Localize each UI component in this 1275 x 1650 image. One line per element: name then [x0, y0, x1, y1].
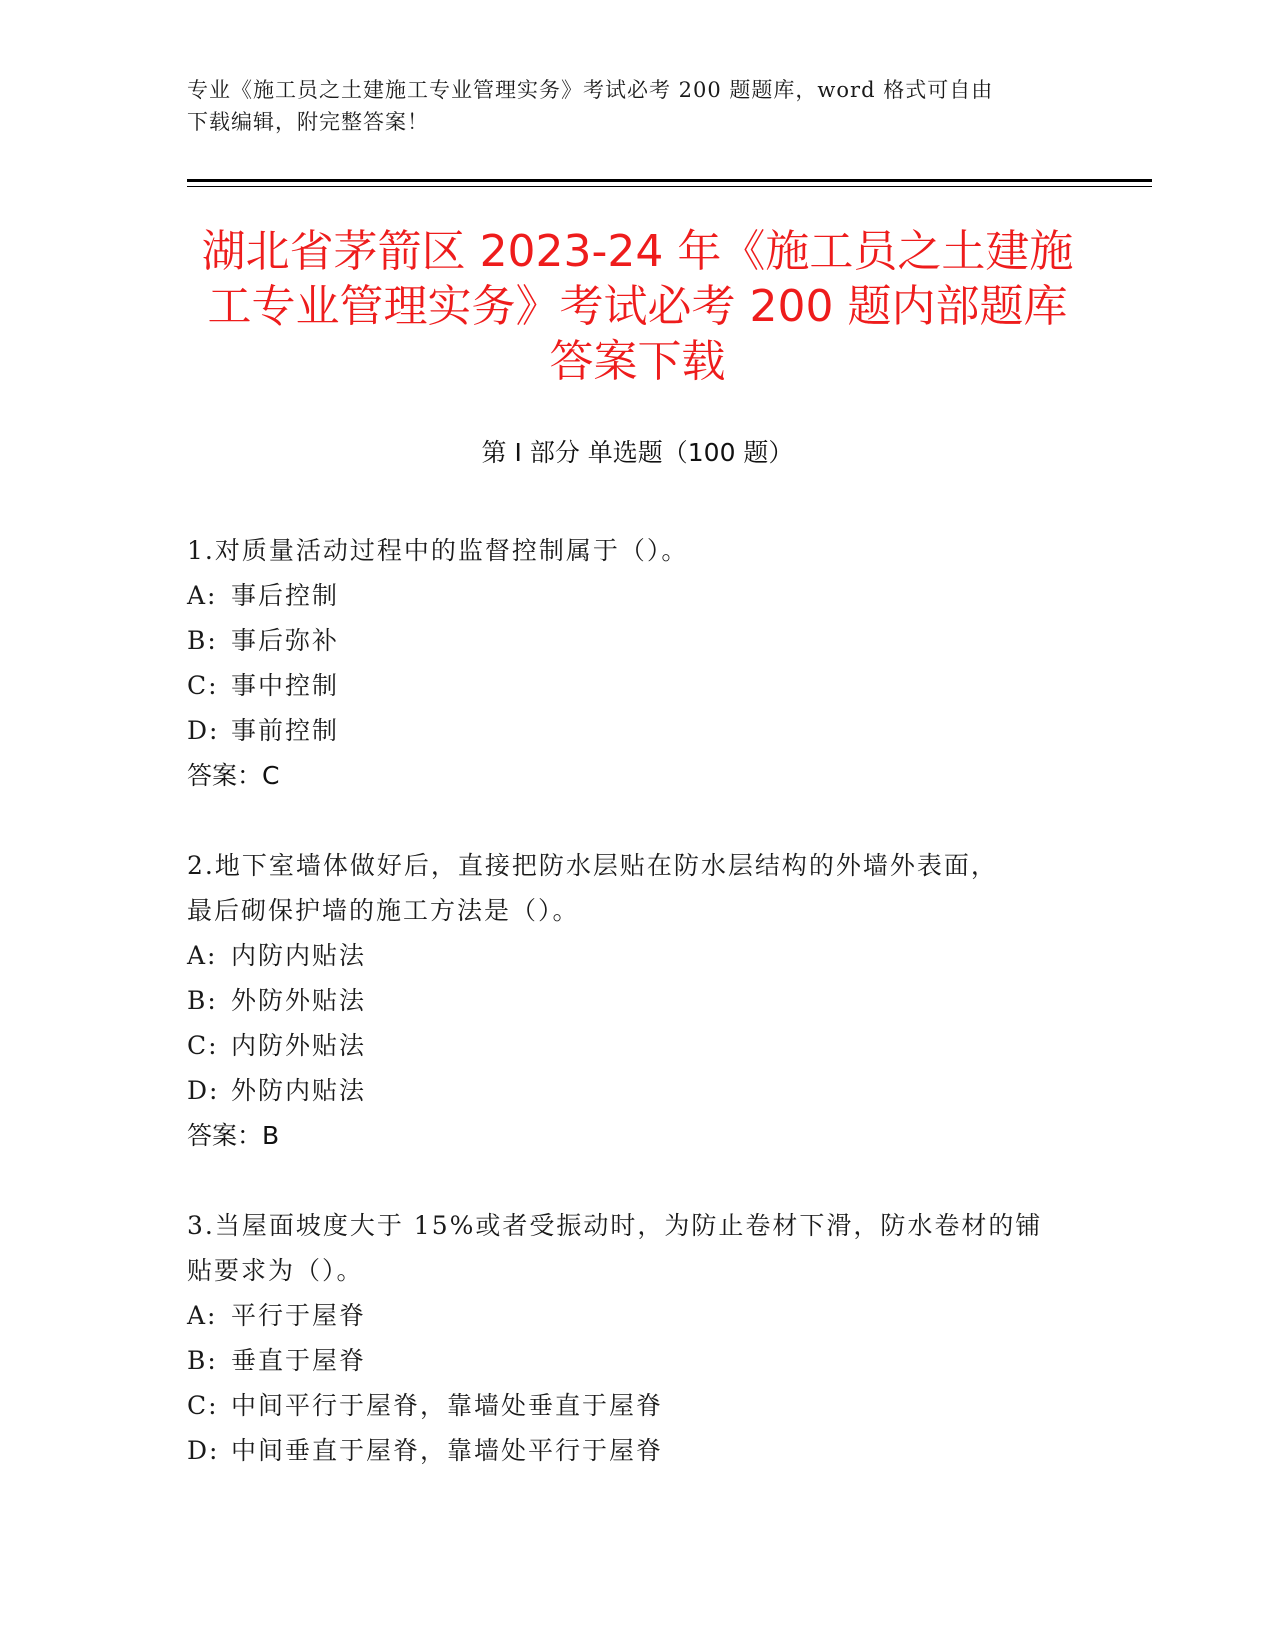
- option-text: 平行于屋脊: [231, 1301, 367, 1330]
- option-b: [187, 618, 1087, 663]
- option-letter: D:: [187, 716, 220, 745]
- header-note-line: 专业《施工员之土建施工专业管理实务》考试必考 200 题题库，word 格式可自由: [187, 78, 994, 102]
- option-text: 内防内贴法: [231, 941, 367, 970]
- document-title-line: 答案下载: [549, 336, 726, 387]
- option-letter: C:: [187, 1031, 219, 1060]
- option-text: 事后弥补: [231, 626, 340, 655]
- option-c: [187, 1383, 1087, 1428]
- question-1: [187, 528, 1087, 798]
- option-letter: A:: [187, 581, 218, 610]
- question-stem: 1.对质量活动过程中的监督控制属于（）。: [187, 536, 689, 565]
- option-d: [187, 1428, 1087, 1473]
- question-stem: 3.当屋面坡度大于 15%或者受振动时，为防止卷材下滑，防水卷材的铺: [187, 1211, 1043, 1240]
- option-d: [187, 1068, 1087, 1113]
- option-text: 事中控制: [231, 671, 340, 700]
- section-title: 第 I 部分 单选题（100 题）: [481, 438, 794, 467]
- question-list: [187, 528, 1087, 1518]
- option-text: 外防外贴法: [231, 986, 367, 1015]
- option-d: [187, 708, 1087, 753]
- option-text: 垂直于屋脊: [231, 1346, 367, 1375]
- option-c: [187, 1023, 1087, 1068]
- option-b: [187, 978, 1087, 1023]
- question-stem: 2.地下室墙体做好后，直接把防水层贴在防水层结构的外墙外表面，: [187, 851, 998, 880]
- question-stem: 贴要求为（）。: [187, 1256, 364, 1285]
- option-letter: C:: [187, 671, 219, 700]
- option-text: 中间平行于屋脊，靠墙处垂直于屋脊: [231, 1391, 664, 1420]
- option-text: 外防内贴法: [231, 1076, 367, 1105]
- option-text: 内防外贴法: [231, 1031, 367, 1060]
- option-c: [187, 663, 1087, 708]
- option-a: [187, 1293, 1087, 1338]
- header-divider-thin: [187, 186, 1152, 187]
- option-text: 事前控制: [231, 716, 340, 745]
- header-note: [187, 74, 1087, 138]
- option-a: [187, 573, 1087, 618]
- option-b: [187, 1338, 1087, 1383]
- option-letter: D:: [187, 1436, 220, 1465]
- option-letter: A:: [187, 1301, 218, 1330]
- option-letter: B:: [187, 1346, 218, 1375]
- option-letter: B:: [187, 986, 218, 1015]
- option-letter: A:: [187, 941, 218, 970]
- option-letter: C:: [187, 1391, 219, 1420]
- document-title-line: 湖北省茅箭区 2023-24 年《施工员之土建施: [201, 226, 1074, 277]
- answer-line: 答案：C: [187, 761, 280, 790]
- document-title-line: 工专业管理实务》考试必考 200 题内部题库: [207, 281, 1068, 332]
- option-text: 事后控制: [231, 581, 340, 610]
- question-2: [187, 843, 1087, 1158]
- answer-line: 答案：B: [187, 1121, 280, 1150]
- option-letter: D:: [187, 1076, 220, 1105]
- document-title: [150, 224, 1125, 389]
- header-divider-thick: [187, 179, 1152, 182]
- option-text: 中间垂直于屋脊，靠墙处平行于屋脊: [231, 1436, 664, 1465]
- question-stem: 最后砌保护墙的施工方法是（）。: [187, 896, 580, 925]
- option-a: [187, 933, 1087, 978]
- option-letter: B:: [187, 626, 218, 655]
- header-note-line: 下载编辑，附完整答案！: [187, 110, 429, 134]
- question-3: [187, 1203, 1087, 1473]
